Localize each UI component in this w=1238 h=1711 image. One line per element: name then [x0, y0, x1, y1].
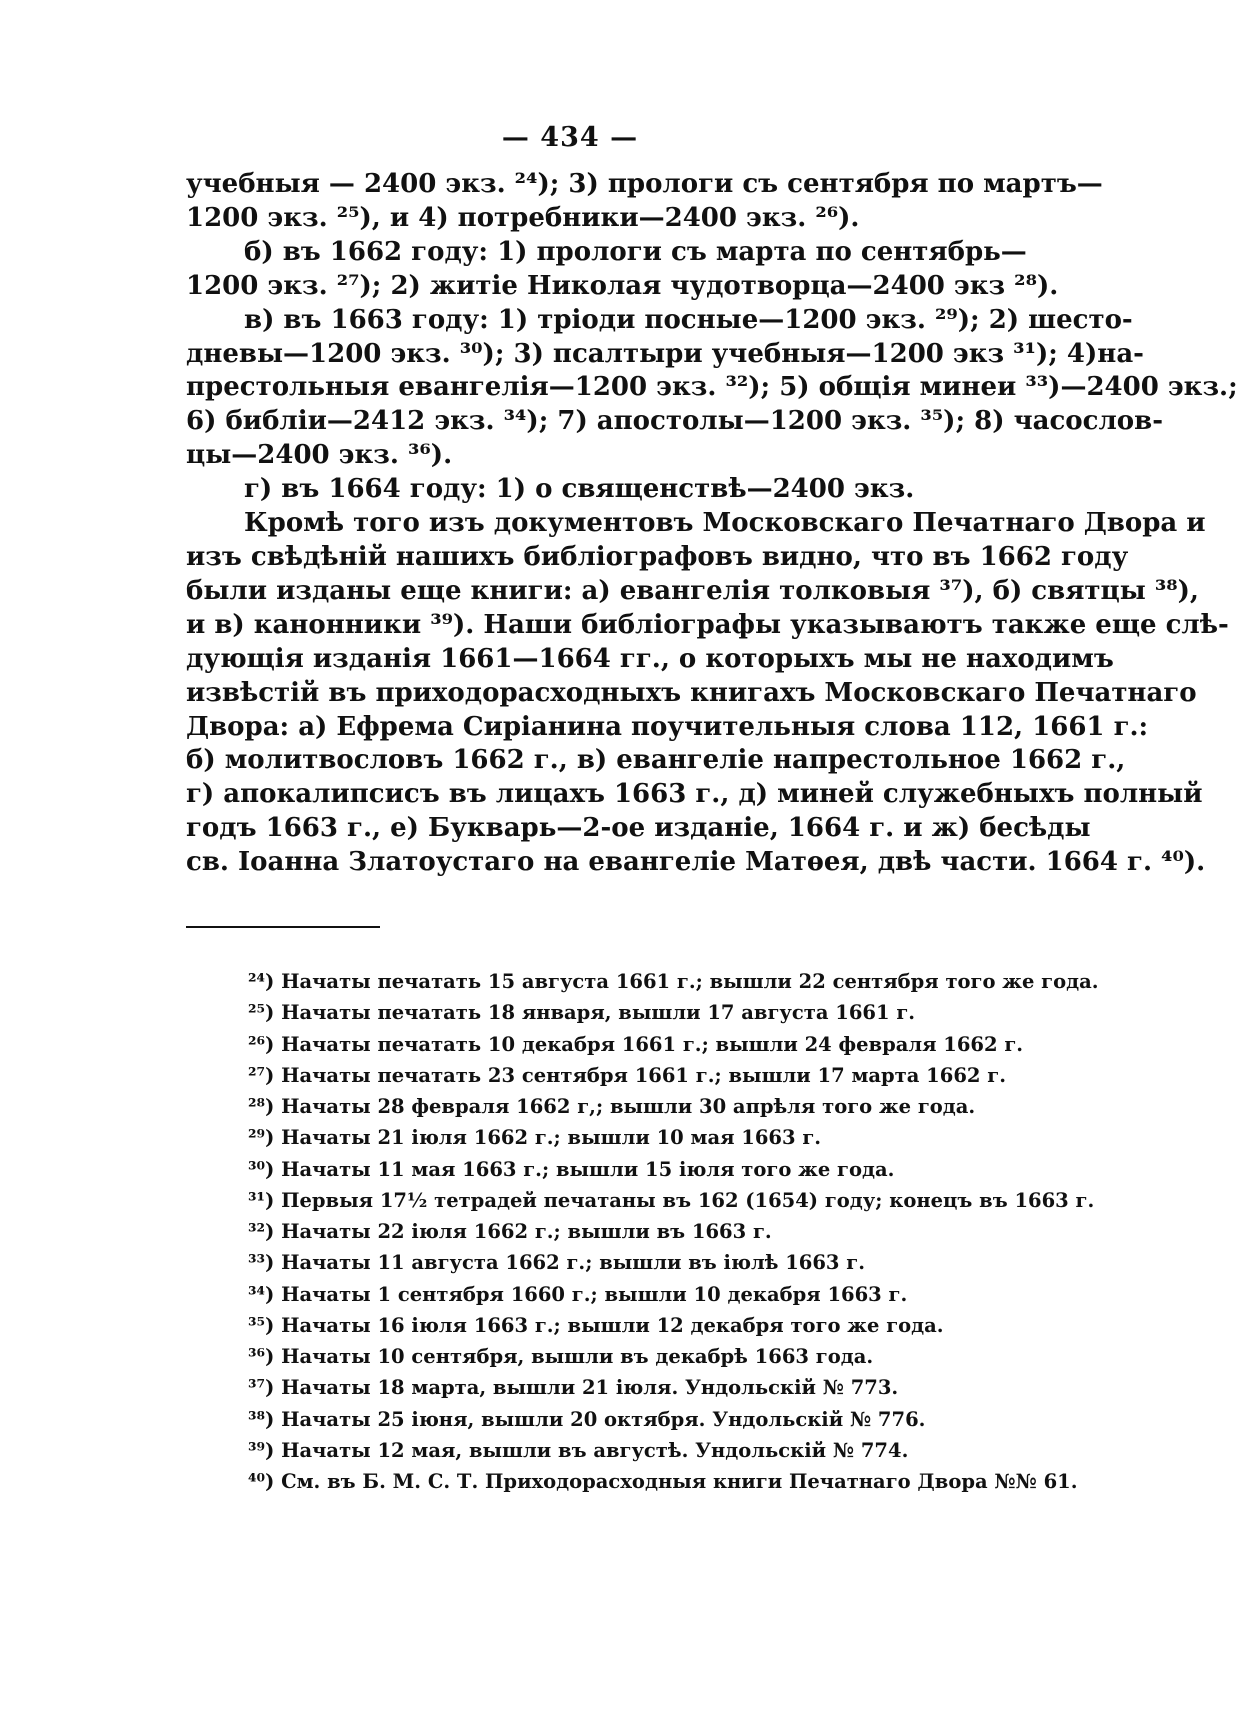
footnote-separator — [186, 926, 380, 928]
footnote: ²⁷) Начаты печатать 23 сентября 1661 г.; вышли 17 марта 1662 г. — [248, 1063, 1006, 1087]
footnote: ²⁹) Начаты 21 іюля 1662 г.; вышли 10 мая 1663 г. — [248, 1126, 822, 1150]
text-line: цы—2400 экз. ³⁶). — [186, 440, 453, 471]
text-line: 6) библіи—2412 экз. ³⁴); 7) апостолы—1200 экз. ³⁵); 8) часослов- — [186, 406, 1163, 437]
text-line: были изданы еще книги: а) евангелія толковыя ³⁷), б) святцы ³⁸), — [186, 575, 1199, 606]
text-line: г) апокалипсисъ въ лицахъ 1663 г., д) миней служебныхъ полный — [186, 779, 1203, 810]
page-number: — 434 — — [501, 122, 639, 153]
text-line: изъ свѣдѣній нашихъ библіографовъ видно, что въ 1662 году — [186, 541, 1129, 572]
footnote: ²⁵) Начаты печатать 18 января, вышли 17 августа 1661 г. — [248, 1001, 916, 1025]
footnote: ³⁰) Начаты 11 мая 1663 г.; вышли 15 іюля того же года. — [248, 1157, 895, 1181]
text-line: г) въ 1664 году: 1) о священствѣ—2400 экз. — [244, 474, 915, 505]
text-line: годъ 1663 г., е) Букварь—2-ое изданіе, 1664 г. и ж) бесѣды — [186, 813, 1091, 844]
footnote: ²⁴) Начаты печатать 15 августа 1661 г.; вышли 22 сентября того же года. — [248, 970, 1099, 993]
text-line: извѣстій въ приходорасходныхъ книгахъ Московскаго Печатнаго — [186, 677, 1197, 708]
text-line: Двора: а) Ефрема Сиріанина поучительныя слова 112, 1661 г.: — [186, 711, 1149, 742]
footnote: ³⁶) Начаты 10 сентября, вышли въ декабрѣ 1663 года. — [248, 1345, 874, 1368]
text-line: и в) канонники ³⁹). Наши библіографы указываютъ также еще слѣ- — [186, 609, 1229, 640]
footnotes — [248, 966, 1099, 1497]
footnote: ³⁵) Начаты 16 іюля 1663 г.; вышли 12 декабря того же года. — [248, 1313, 944, 1337]
text-line: 1200 экз. ²⁵), и 4) потребники—2400 экз. ²⁶). — [186, 202, 860, 233]
footnote: ³⁸) Начаты 25 іюня, вышли 20 октября. Ундольскій № 776. — [248, 1407, 926, 1431]
text-line: б) молитвословъ 1662 г., в) евангеліе напрестольное 1662 г., — [186, 745, 1126, 776]
footnote: ³¹) Первыя 17½ тетрадей печатаны въ 162 (1654) году; конецъ въ 1663 г. — [248, 1188, 1095, 1212]
footnote: ³⁴) Начаты 1 сентября 1660 г.; вышли 10 декабря 1663 г. — [248, 1282, 908, 1306]
footnote: ³⁷) Начаты 18 марта, вышли 21 іюля. Ундольскій № 773. — [248, 1376, 899, 1400]
text-line: б) въ 1662 году: 1) прологи съ марта по сентябрь— — [244, 236, 1027, 267]
footnote: ²⁸) Начаты 28 февраля 1662 г,; вышли 30 апрѣля того же года. — [248, 1095, 976, 1118]
footnote: ³³) Начаты 11 августа 1662 г.; вышли въ іюлѣ 1663 г. — [248, 1251, 865, 1275]
text-line: дневы—1200 экз. ³⁰); 3) псалтыри учебныя—1200 экз ³¹); 4)на- — [186, 338, 1144, 369]
text-line: престольныя евангелія—1200 экз. ³²); 5) общія минеи ³³)—2400 экз.; — [186, 372, 1238, 403]
main-text — [186, 168, 1238, 880]
footnote: ³⁹) Начаты 12 мая, вышли въ августѣ. Ундольскій № 774. — [248, 1438, 909, 1462]
footnote: ⁴⁰) См. въ Б. М. С. Т. Приходорасходныя книги Печатнаго Двора №№ 61. — [248, 1470, 1078, 1493]
text-line: 1200 экз. ²⁷); 2) житіе Николая чудотворца—2400 экз ²⁸). — [186, 270, 1059, 301]
footnote: ³²) Начаты 22 іюля 1662 г.; вышли въ 1663 г. — [248, 1220, 772, 1243]
text-line: св. Іоанна Златоустаго на евангеліе Матѳея, двѣ части. 1664 г. ⁴⁰). — [186, 847, 1206, 878]
text-line: Кромѣ того изъ документовъ Московскаго Печатнаго Двора и — [244, 508, 1206, 539]
text-line: в) въ 1663 году: 1) тріоди посные—1200 экз. ²⁹); 2) шесто- — [244, 304, 1133, 335]
text-line: дующія изданія 1661—1664 гг., о которыхъ мы не находимъ — [186, 643, 1114, 674]
text-line: учебныя — 2400 экз. ²⁴); 3) прологи съ сентября по мартъ— — [186, 169, 1103, 199]
footnote: ²⁶) Начаты печатать 10 декабря 1661 г.; вышли 24 февраля 1662 г. — [248, 1032, 1024, 1056]
